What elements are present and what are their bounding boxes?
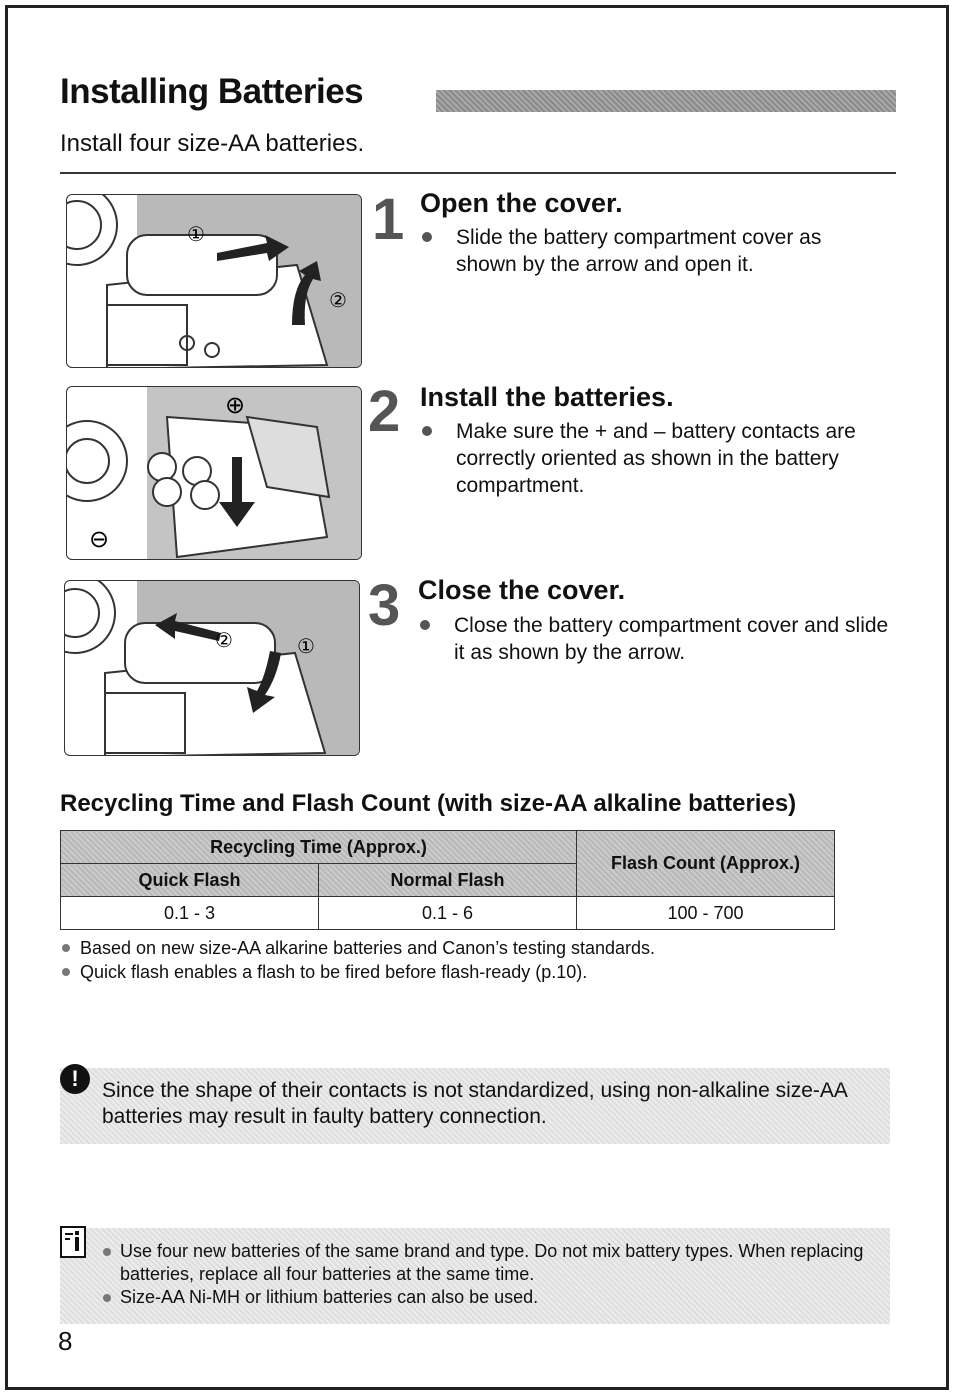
step-1-number: 1 [372, 187, 405, 252]
step-2-bullet [422, 426, 432, 436]
step-3-illustration [64, 580, 360, 756]
note-item: Quick flash enables a flash to be fired before flash-ready (p.10). [60, 960, 655, 984]
step-2-marker-minus: ⊖ [89, 525, 110, 553]
step-3-marker-a: ② [215, 628, 233, 652]
title-decor-bar [436, 90, 896, 112]
memo-text [100, 1240, 870, 1309]
note-item: Based on new size-AA alkarine batteries and Canon’s testing standards. [60, 936, 655, 960]
step-3-heading: Close the cover. [418, 575, 626, 605]
table-group-header: Recycling Time (Approx.) [61, 831, 577, 864]
caution-text: Since the shape of their contacts is not standardized, using non-alkaline size-AA batteries may result in faulty battery connection. [102, 1079, 847, 1128]
step-3-marker-b: ① [297, 634, 315, 658]
cell-normal-flash: 0.1 - 6 [319, 897, 577, 930]
memo-item: Use four new batteries of the same brand and type. Do not mix battery types. When replacing batteries, replace all four batteries at the same time. [100, 1240, 870, 1286]
step-1-marker-b: ② [329, 288, 347, 312]
caution-icon: ! [60, 1064, 90, 1094]
page-title: Installing Batteries [60, 72, 364, 111]
step-2-number: 2 [368, 379, 401, 444]
recycling-table [60, 830, 835, 930]
page-subtitle: Install four size-AA batteries. [60, 130, 365, 157]
cell-flash-count: 100 - 700 [577, 897, 835, 930]
step-2-marker-plus: ⊕ [225, 391, 246, 419]
table-header-normal-flash: Normal Flash [319, 864, 577, 897]
step-3-bullet [420, 620, 430, 630]
table-row [61, 897, 835, 930]
step-1-marker-a: ① [187, 222, 205, 246]
table-header-flash-count: Flash Count (Approx.) [577, 831, 835, 897]
recycling-section-title: Recycling Time and Flash Count (with size-AA alkaline batteries) [60, 790, 797, 817]
step-1-heading: Open the cover. [420, 188, 623, 218]
page-number: 8 [58, 1326, 73, 1356]
step-3-text: Close the battery compartment cover and slide it as shown by the arrow. [454, 614, 889, 664]
step-1-text: Slide the battery compartment cover as shown by the arrow and open it. [456, 226, 822, 276]
step-3-number: 3 [368, 573, 401, 638]
memo-icon [60, 1226, 86, 1258]
recycling-notes [60, 936, 655, 984]
table-header-quick-flash: Quick Flash [61, 864, 319, 897]
step-1-illustration [66, 194, 362, 368]
step-2-illustration [66, 386, 362, 560]
memo-item: Size-AA Ni-MH or lithium batteries can also be used. [100, 1286, 870, 1309]
header-divider [60, 172, 896, 174]
cell-quick-flash: 0.1 - 3 [61, 897, 319, 930]
step-2-heading: Install the batteries. [420, 382, 674, 412]
step-1-bullet [422, 232, 432, 242]
step-2-text: Make sure the + and – battery contacts are correctly oriented as shown in the battery compartment. [456, 420, 856, 497]
